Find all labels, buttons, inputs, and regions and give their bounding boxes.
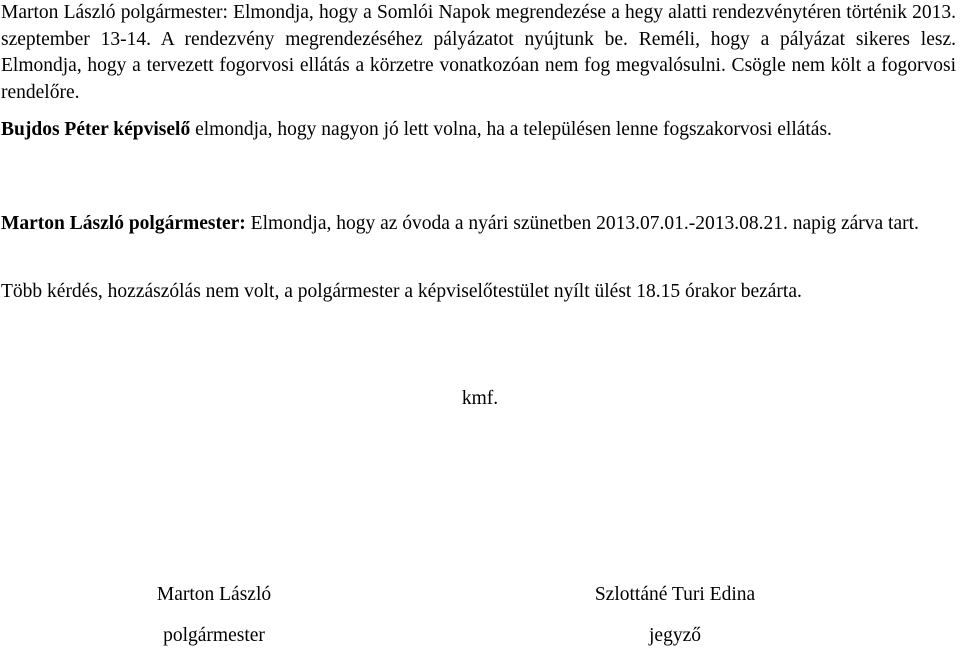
kmf-label: kmf. xyxy=(461,388,499,409)
signature-name: Marton László xyxy=(156,584,272,605)
signature-name: Szlottáné Turi Edina xyxy=(594,584,756,605)
signature-block-notary xyxy=(560,582,790,649)
paragraph-bujdos-peter xyxy=(1,117,956,144)
signature-title: polgármester xyxy=(163,624,265,646)
signature-title: jegyző xyxy=(649,624,701,646)
paragraph-text: Elmondja, hogy az óvoda a nyári szünetben 2013.07.01.-2013.08.21. napig zárva tart. xyxy=(245,213,919,234)
speaker-name: Marton László polgármester: xyxy=(1,213,246,234)
paragraph-text: elmondja, hogy nagyon jó lett volna, ha a településen lenne fogszakorvosi ellátás. xyxy=(190,119,832,140)
signature-block-mayor xyxy=(130,582,298,649)
paragraph-text: Marton László polgármester: Elmondja, hogy a Somlói Napok megrendezése a hegy alatti rendezvénytéren történik 2013. szeptember 13-14. A rendezvény megrendezéséhez pályázatot nyújtunk be. Reméli, hogy a pályázat sikeres lesz. Elmondja, hogy a tervezett fogorvosi ellátás a körzetre vonatkozóan nem fog megvalósulni. Csögle nem költ a fogorvosi rendelőre. xyxy=(1,2,956,103)
paragraph-ovoda xyxy=(1,211,956,238)
speaker-name: Bujdos Péter képviselő xyxy=(1,119,191,140)
paragraph-text: Több kérdés, hozzászólás nem volt, a polgármester a képviselőtestület nyílt ülést 18.15 órakor bezárta. xyxy=(1,281,802,302)
paragraph-somloi-napok xyxy=(1,0,956,106)
paragraph-closing xyxy=(1,279,956,306)
